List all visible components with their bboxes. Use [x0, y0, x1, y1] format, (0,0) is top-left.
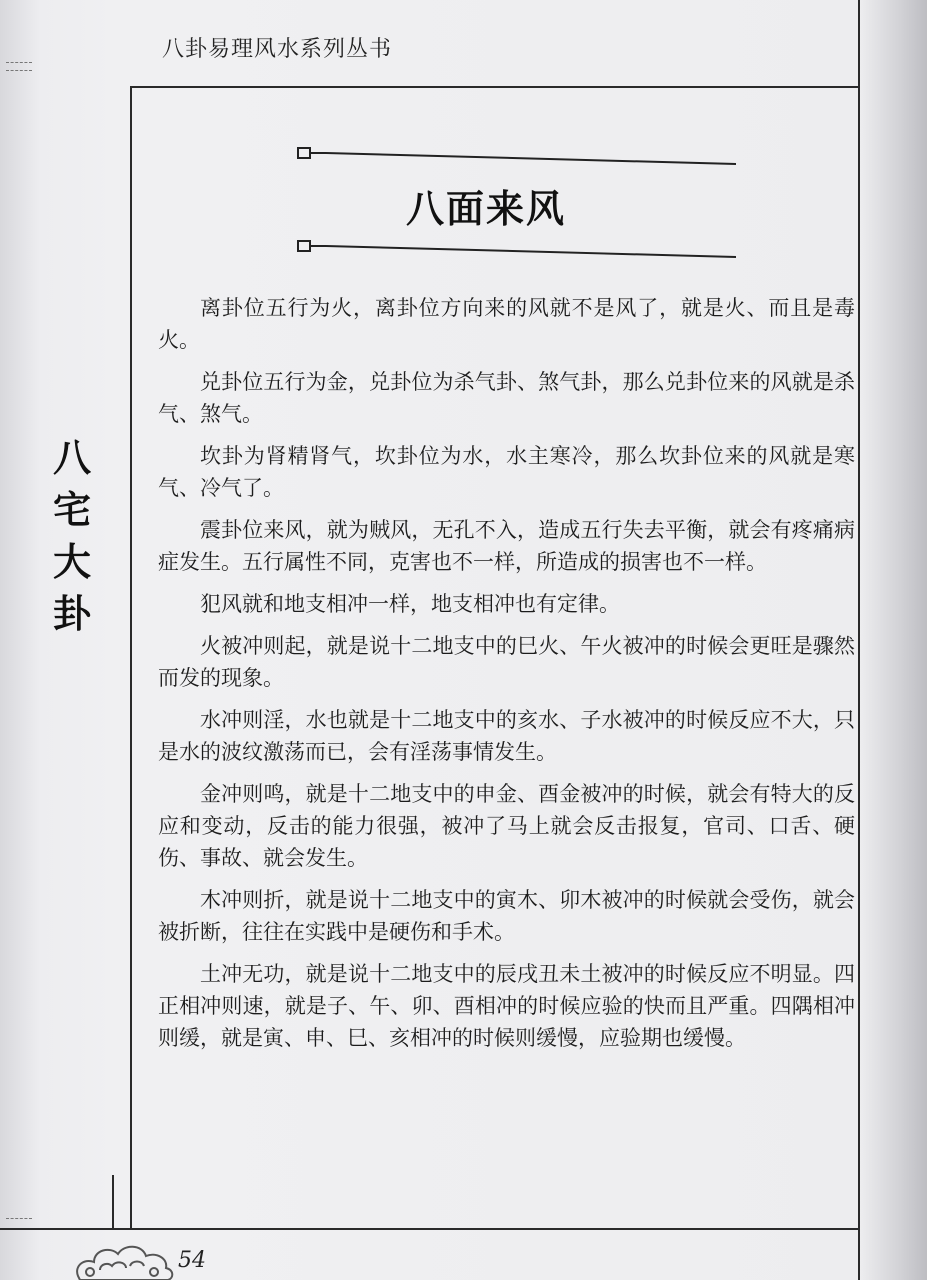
paragraph: 土冲无功，就是说十二地支中的辰戌丑未土被冲的时候反应不明显。四正相冲则速，就是子、午、卯、酉相冲的时候应验的快而且严重。四隅相冲则缓，就是寅、申、巳、亥相冲的时候则缓慢，应验期也缓慢。 — [158, 962, 855, 1050]
paragraph: 木冲则折，就是说十二地支中的寅木、卯木被冲的时候就会受伤，就会被折断，往往在实践中是硬伤和手术。 — [158, 888, 855, 944]
side-vertical-title — [46, 432, 98, 640]
chapter-title: 八面来风 — [406, 187, 567, 231]
side-title-char: 卦 — [52, 592, 91, 636]
paragraph: 兑卦位五行为金，兑卦位为杀气卦、煞气卦，那么兑卦位来的风就是杀气、煞气。 — [158, 370, 855, 426]
frame-top-rule — [130, 86, 860, 88]
paragraph: 火被冲则起，就是说十二地支中的巳火、午火被冲的时候会更旺是骤然而发的现象。 — [158, 634, 855, 690]
page-number: 54 — [178, 1248, 206, 1273]
paragraph: 金冲则鸣，就是十二地支中的申金、酉金被冲的时候，就会有特大的反应和变动，反击的能力很强，被冲了马上就会反击报复，官司、口舌、硬伤、事故、就会发生。 — [158, 782, 855, 870]
series-title: 八卦易理风水系列丛书 — [162, 37, 393, 62]
frame-inner-left-rule — [112, 1175, 114, 1230]
binding-stitch — [6, 70, 32, 72]
paragraph: 离卦位五行为火，离卦位方向来的风就不是风了，就是火、而且是毒火。 — [158, 296, 855, 352]
side-title-char: 宅 — [52, 488, 91, 532]
frame-bottom-rule — [0, 1228, 860, 1230]
side-title-char: 八 — [52, 436, 91, 480]
paragraph: 坎卦为肾精肾气，坎卦位为水，水主寒冷，那么坎卦位来的风就是寒气、冷气了。 — [158, 444, 855, 500]
paragraph: 犯风就和地支相冲一样，地支相冲也有定律。 — [200, 592, 620, 616]
binding-stitch — [6, 1218, 32, 1220]
paragraph: 震卦位来风，就为贼风，无孔不入，造成五行失去平衡，就会有疼痛病症发生。五行属性不同，克害也不一样，所造成的损害也不一样。 — [158, 518, 855, 574]
paragraph: 水冲则淫，水也就是十二地支中的亥水、子水被冲的时候反应不大，只是水的波纹激荡而已，会有淫荡事情发生。 — [158, 708, 855, 764]
frame-left-rule — [130, 86, 132, 1230]
binding-stitch — [6, 62, 32, 64]
cloud-ornament-icon — [70, 1236, 180, 1280]
frame-right-rule — [858, 0, 860, 1280]
side-title-char: 大 — [52, 540, 91, 584]
body-text — [158, 292, 855, 1064]
